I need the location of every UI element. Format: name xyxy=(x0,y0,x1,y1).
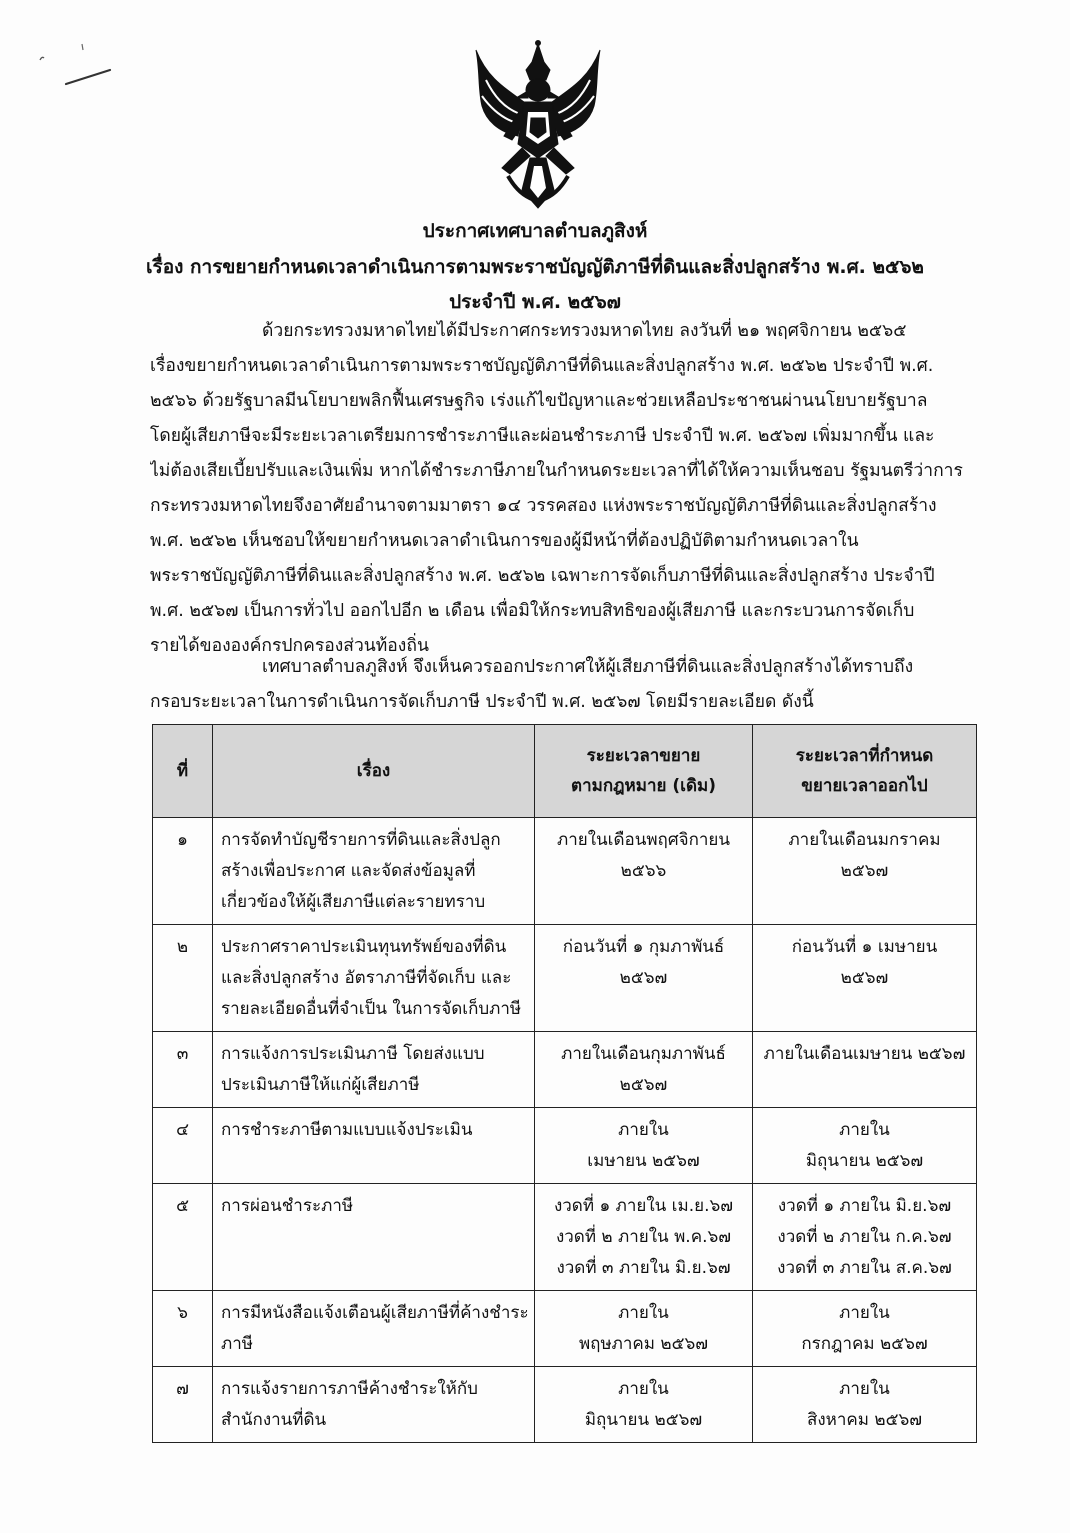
row-subject-line: สร้างเพื่อประกาศ และจัดส่งข้อมูลที่ xyxy=(221,861,476,881)
announcement-title: ประกาศเทศบาลตำบลภูสิงห์ xyxy=(422,220,648,242)
row-legal-period-line: งวดที่ ๒ ภายใน พ.ค.๖๗ xyxy=(555,1227,732,1247)
table-row xyxy=(153,925,977,1032)
row-extended-period-line: ภายใน xyxy=(839,1120,890,1140)
row-extended-period-line: ภายใน xyxy=(839,1303,890,1323)
row-number: ๑ xyxy=(153,818,213,925)
table-row xyxy=(153,1108,977,1184)
row-number: ๗ xyxy=(153,1367,213,1443)
paragraph-line: พ.ศ. ๒๕๖๗ เป็นการทั่วไป ออกไปอีก ๒ เดือน เพื่อมิให้กระทบสิทธิของผู้เสียภาษี และกระบวนการจัดเก็บ xyxy=(150,601,915,621)
row-extended-period xyxy=(753,1184,977,1291)
row-extended-period-line: กรกฎาคม ๒๕๖๗ xyxy=(801,1334,928,1354)
table-row xyxy=(153,1032,977,1108)
table-row xyxy=(153,1367,977,1443)
row-legal-period xyxy=(535,925,753,1032)
row-legal-period xyxy=(535,1184,753,1291)
row-subject-line: การผ่อนชำระภาษี xyxy=(221,1196,354,1216)
header-legal-period xyxy=(535,725,753,818)
row-subject xyxy=(213,925,535,1032)
row-legal-period-line: พฤษภาคม ๒๕๖๗ xyxy=(578,1334,709,1354)
row-number: ๒ xyxy=(153,925,213,1032)
row-legal-period-line: มิถุนายน ๒๕๖๗ xyxy=(584,1410,703,1430)
table-row xyxy=(153,1184,977,1291)
paragraph-line: เทศบาลตำบลภูสิงห์ จึงเห็นควรออกประกาศให้ผู้เสียภาษีที่ดินและสิ่งปลูกสร้างได้ทราบถึง xyxy=(262,657,914,677)
row-legal-period-line: งวดที่ ๓ ภายใน มิ.ย.๖๗ xyxy=(556,1258,731,1278)
paragraph-line: พ.ศ. ๒๕๖๒ เห็นชอบให้ขยายกำหนดเวลาดำเนินการของผู้มีหน้าที่ต้องปฏิบัติตามกำหนดเวลาใน xyxy=(150,531,859,551)
table-row xyxy=(153,818,977,925)
row-subject-line: และสิ่งปลูกสร้าง อัตราภาษีที่จัดเก็บ และ xyxy=(221,968,512,988)
row-legal-period xyxy=(535,1291,753,1367)
paragraph-line: เรื่องขยายกำหนดเวลาดำเนินการตามพระราชบัญญัติภาษีที่ดินและสิ่งปลูกสร้าง พ.ศ. ๒๕๖๒ ประจำปี พ.ศ. xyxy=(150,356,934,376)
table-row xyxy=(153,1291,977,1367)
paragraph-line: กรอบระยะเวลาในการดำเนินการจัดเก็บภาษี ประจำปี พ.ศ. ๒๕๖๗ โดยมีรายละเอียด ดังนี้ xyxy=(150,692,814,712)
row-extended-period-line: ๒๕๖๗ xyxy=(840,968,889,988)
row-extended-period xyxy=(753,1367,977,1443)
paragraph-line: โดยผู้เสียภาษีจะมีระยะเวลาเตรียมการชำระภาษีและผ่อนชำระภาษี ประจำปี พ.ศ. ๒๕๖๗ เพิ่มมากขึ้น และ xyxy=(150,426,935,446)
row-extended-period xyxy=(753,925,977,1032)
row-subject-line: สำนักงานที่ดิน xyxy=(221,1410,327,1430)
row-subject-line: ประกาศราคาประเมินทุนทรัพย์ของที่ดิน xyxy=(221,937,507,957)
row-legal-period-line: ๒๕๖๗ xyxy=(619,968,668,988)
row-extended-period xyxy=(753,1108,977,1184)
header-legal-line2: ตามกฎหมาย (เดิม) xyxy=(571,776,716,796)
paragraph-line: พระราชบัญญัติภาษีที่ดินและสิ่งปลูกสร้าง พ.ศ. ๒๕๖๒ เฉพาะการจัดเก็บภาษีที่ดินและสิ่งปลูกสร้าง ประจำปี xyxy=(150,566,935,586)
paragraph-line: ๒๕๖๖ ด้วยรัฐบาลมีนโยบายพลิกฟื้นเศรษฐกิจ เร่งแก้ไขปัญหาและช่วยเหลือประชาชนผ่านนโยบายรัฐบาล xyxy=(150,391,928,411)
row-number: ๕ xyxy=(153,1184,213,1291)
row-subject-line: การแจ้งรายการภาษีค้างชำระให้กับ xyxy=(221,1379,478,1399)
row-extended-period xyxy=(753,818,977,925)
row-subject xyxy=(213,1367,535,1443)
row-legal-period-line: งวดที่ ๑ ภายใน เม.ย.๖๗ xyxy=(553,1196,734,1216)
paragraph-line: รายได้ขององค์กรปกครองส่วนท้องถิ่น xyxy=(150,636,429,656)
row-subject-line: การแจ้งการประเมินภาษี โดยส่งแบบ xyxy=(221,1044,485,1064)
intro-paragraph xyxy=(150,314,976,664)
header-subject: เรื่อง xyxy=(213,725,535,818)
row-subject-line: เกี่ยวข้องให้ผู้เสียภาษีแต่ละรายทราบ xyxy=(221,892,486,912)
row-subject xyxy=(213,818,535,925)
row-extended-period-line: ภายใน xyxy=(839,1379,890,1399)
header-extended-line2: ขยายเวลาออกไป xyxy=(801,776,928,796)
row-legal-period-line: ๒๕๖๗ xyxy=(619,1075,668,1095)
pen-mark-icon xyxy=(30,40,120,90)
row-subject xyxy=(213,1032,535,1108)
row-legal-period xyxy=(535,818,753,925)
row-extended-period-line: งวดที่ ๓ ภายใน ส.ค.๖๗ xyxy=(777,1258,952,1278)
row-legal-period-line: ภายในเดือนกุมภาพันธ์ xyxy=(561,1044,726,1064)
row-number: ๔ xyxy=(153,1108,213,1184)
row-legal-period-line: ก่อนวันที่ ๑ กุมภาพันธ์ xyxy=(562,937,725,957)
row-subject-line: ภาษี xyxy=(221,1334,253,1354)
header-extended-period xyxy=(753,725,977,818)
row-subject xyxy=(213,1291,535,1367)
row-subject xyxy=(213,1108,535,1184)
row-extended-period-line: ๒๕๖๗ xyxy=(840,861,889,881)
row-legal-period xyxy=(535,1032,753,1108)
row-number: ๓ xyxy=(153,1032,213,1108)
row-extended-period-line: ภายในเดือนเมษายน ๒๕๖๗ xyxy=(763,1044,966,1064)
garuda-emblem-icon xyxy=(468,40,608,210)
row-legal-period xyxy=(535,1108,753,1184)
row-legal-period-line: ๒๕๖๖ xyxy=(620,861,667,881)
schedule-table xyxy=(152,724,977,1443)
header-no: ที่ xyxy=(153,725,213,818)
row-legal-period-line: ภายในเดือนพฤศจิกายน xyxy=(557,830,730,850)
header-extended-line1: ระยะเวลาที่กำหนด xyxy=(795,746,934,766)
row-legal-period xyxy=(535,1367,753,1443)
paragraph-line: ไม่ต้องเสียเบี้ยปรับและเงินเพิ่ม หากได้ชำระภาษีภายในกำหนดระยะเวลาที่ได้ให้ความเห็นชอบ รัฐมนตรีว่าการ xyxy=(150,461,963,481)
row-legal-period-line: ภายใน xyxy=(618,1379,669,1399)
row-extended-period xyxy=(753,1032,977,1108)
row-extended-period xyxy=(753,1291,977,1367)
row-subject-line: ประเมินภาษีให้แก่ผู้เสียภาษี xyxy=(221,1075,420,1095)
announcement-year: ประจำปี พ.ศ. ๒๕๖๗ xyxy=(449,291,621,313)
row-subject-line: การจัดทำบัญชีรายการที่ดินและสิ่งปลูก xyxy=(221,830,501,850)
row-legal-period-line: ภายใน xyxy=(618,1303,669,1323)
row-legal-period-line: เมษายน ๒๕๖๗ xyxy=(587,1151,700,1171)
paragraph-line: กระทรวงมหาดไทยจึงอาศัยอำนาจตามมาตรา ๑๔ วรรคสอง แห่งพระราชบัญญัติภาษีที่ดินและสิ่งปลูกสร้าง xyxy=(150,496,937,516)
row-extended-period-line: มิถุนายน ๒๕๖๗ xyxy=(805,1151,924,1171)
announcement-subject: เรื่อง การขยายกำหนดเวลาดำเนินการตามพระราชบัญญัติภาษีที่ดินและสิ่งปลูกสร้าง พ.ศ. ๒๕๖๒ xyxy=(146,256,924,278)
table-header-row xyxy=(153,725,977,818)
notice-paragraph xyxy=(150,650,976,720)
row-subject xyxy=(213,1184,535,1291)
row-extended-period-line: งวดที่ ๒ ภายใน ก.ค.๖๗ xyxy=(777,1227,952,1247)
row-subject-line: การชำระภาษีตามแบบแจ้งประเมิน xyxy=(221,1120,473,1140)
row-legal-period-line: ภายใน xyxy=(618,1120,669,1140)
row-subject-line: การมีหนังสือแจ้งเตือนผู้เสียภาษีที่ค้างชำระ xyxy=(221,1303,529,1323)
row-extended-period-line: งวดที่ ๑ ภายใน มิ.ย.๖๗ xyxy=(777,1196,952,1216)
paragraph-line: ด้วยกระทรวงมหาดไทยได้มีประกาศกระทรวงมหาดไทย ลงวันที่ ๒๑ พฤศจิกายน ๒๕๖๕ xyxy=(262,321,907,341)
row-extended-period-line: สิงหาคม ๒๕๖๗ xyxy=(806,1410,923,1430)
row-extended-period-line: ภายในเดือนมกราคม xyxy=(788,830,941,850)
row-number: ๖ xyxy=(153,1291,213,1367)
row-subject-line: รายละเอียดอื่นที่จำเป็น ในการจัดเก็บภาษี xyxy=(221,999,522,1019)
row-extended-period-line: ก่อนวันที่ ๑ เมษายน xyxy=(791,937,938,957)
header-legal-line1: ระยะเวลาขยาย xyxy=(586,746,701,766)
